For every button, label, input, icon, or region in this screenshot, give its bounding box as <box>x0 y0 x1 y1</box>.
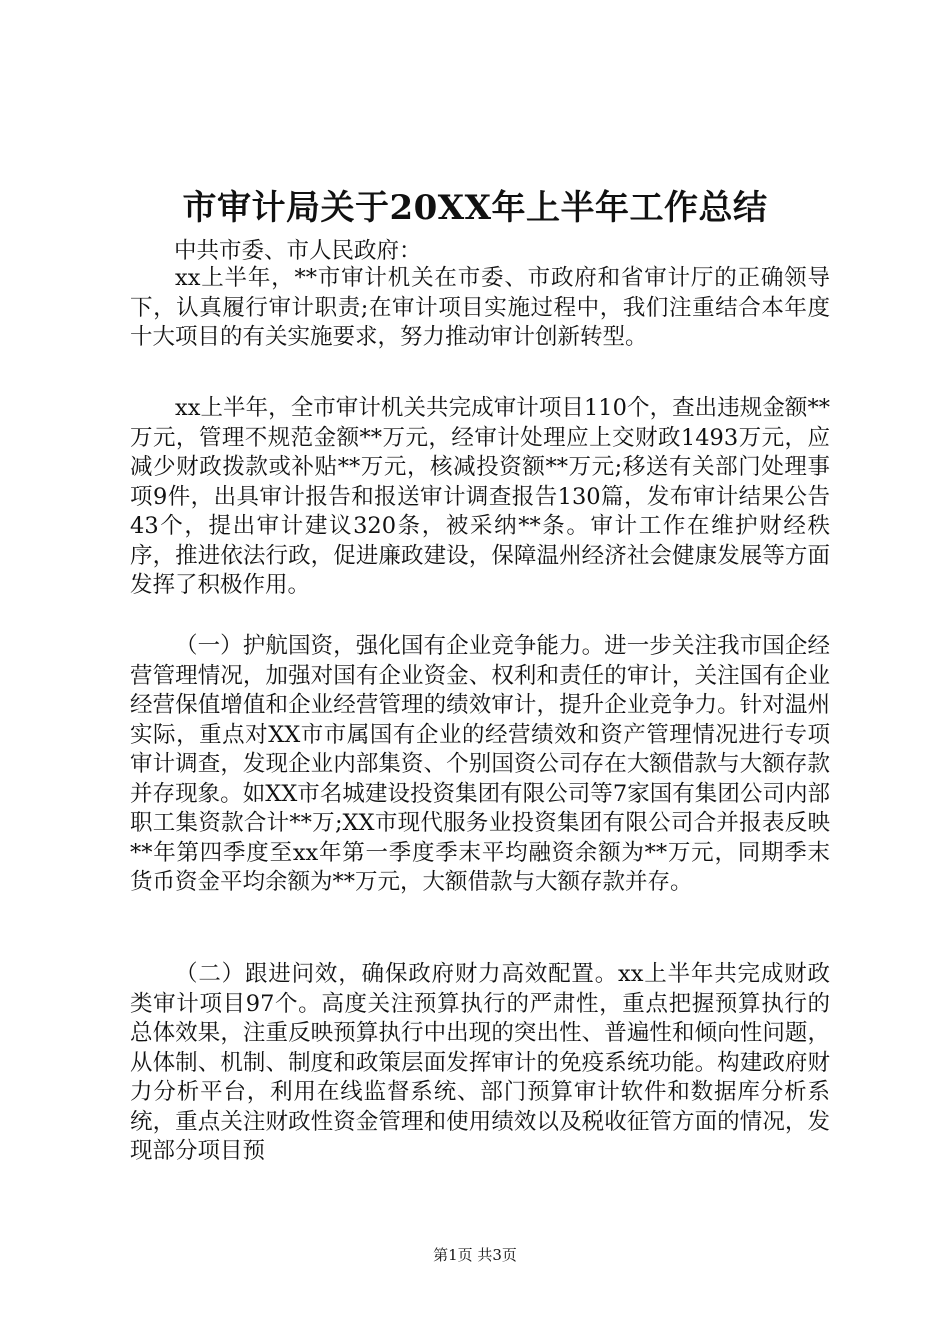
document-title: 市审计局关于20XX年上半年工作总结 <box>182 188 768 228</box>
paragraph-section-two: （二）跟进问效，确保政府财力高效配置。xx上半年共完成财政类审计项目97个。高度关注预算执行的严肃性，重点把握预算执行的总体效果，注重反映预算执行中出现的突出性、普遍性和倾向性问题，从体制、机制、制度和政策层面发挥审计的免疫系统功能。构建政府财力分析平台，利用在线监督系统、部门预算审计软件和数据库分析系统，重点关注财政性资金管理和使用绩效以及税收征管方面的情况，发现部分项目预 <box>130 961 830 1164</box>
page-number-footer: 第1页 共3页 <box>433 1246 517 1264</box>
paragraph-section-one: （一）护航国资，强化国有企业竞争能力。进一步关注我市国企经营管理情况，加强对国有企业资金、权利和责任的审计，关注国有企业经营保值增值和企业经营管理的绩效审计，提升企业竞争力。针对温州实际，重点对XX市市属国有企业的经营绩效和资产管理情况进行专项审计调查，发现企业内部集资、个别国资公司存在大额借款与大额存款并存现象。如XX市名城建设投资集团有限公司等7家国有集团公司内部职工集资款合计**万;XX市现代服务业投资集团有限公司合并报表反映**年第四季度至xx年第一季度季末平均融资余额为**万元，同期季末货币资金平均余额为**万元，大额借款与大额存款并存。 <box>130 633 830 895</box>
paragraph-summary: xx上半年，全市审计机关共完成审计项目110个，查出违规金额**万元，管理不规范金额**万元，经审计处理应上交财政1493万元，应减少财政拨款或补贴**万元，核减投资额**万元;移送有关部门处理事项9件，出具审计报告和报送审计调查报告130篇，发布审计结果公告43个，提出审计建议320条，被采纳**条。审计工作在维护财经秩序，推进依法行政，促进廉政建设，保障温州经济社会健康发展等方面发挥了积极作用。 <box>130 395 830 598</box>
paragraph-intro: xx上半年，**市审计机关在市委、市政府和省审计厅的正确领导下，认真履行审计职责;在审计项目实施过程中，我们注重结合本年度十大项目的有关实施要求，努力推动审计创新转型。 <box>130 265 830 350</box>
salutation: 中共市委、市人民政府： <box>174 238 422 264</box>
